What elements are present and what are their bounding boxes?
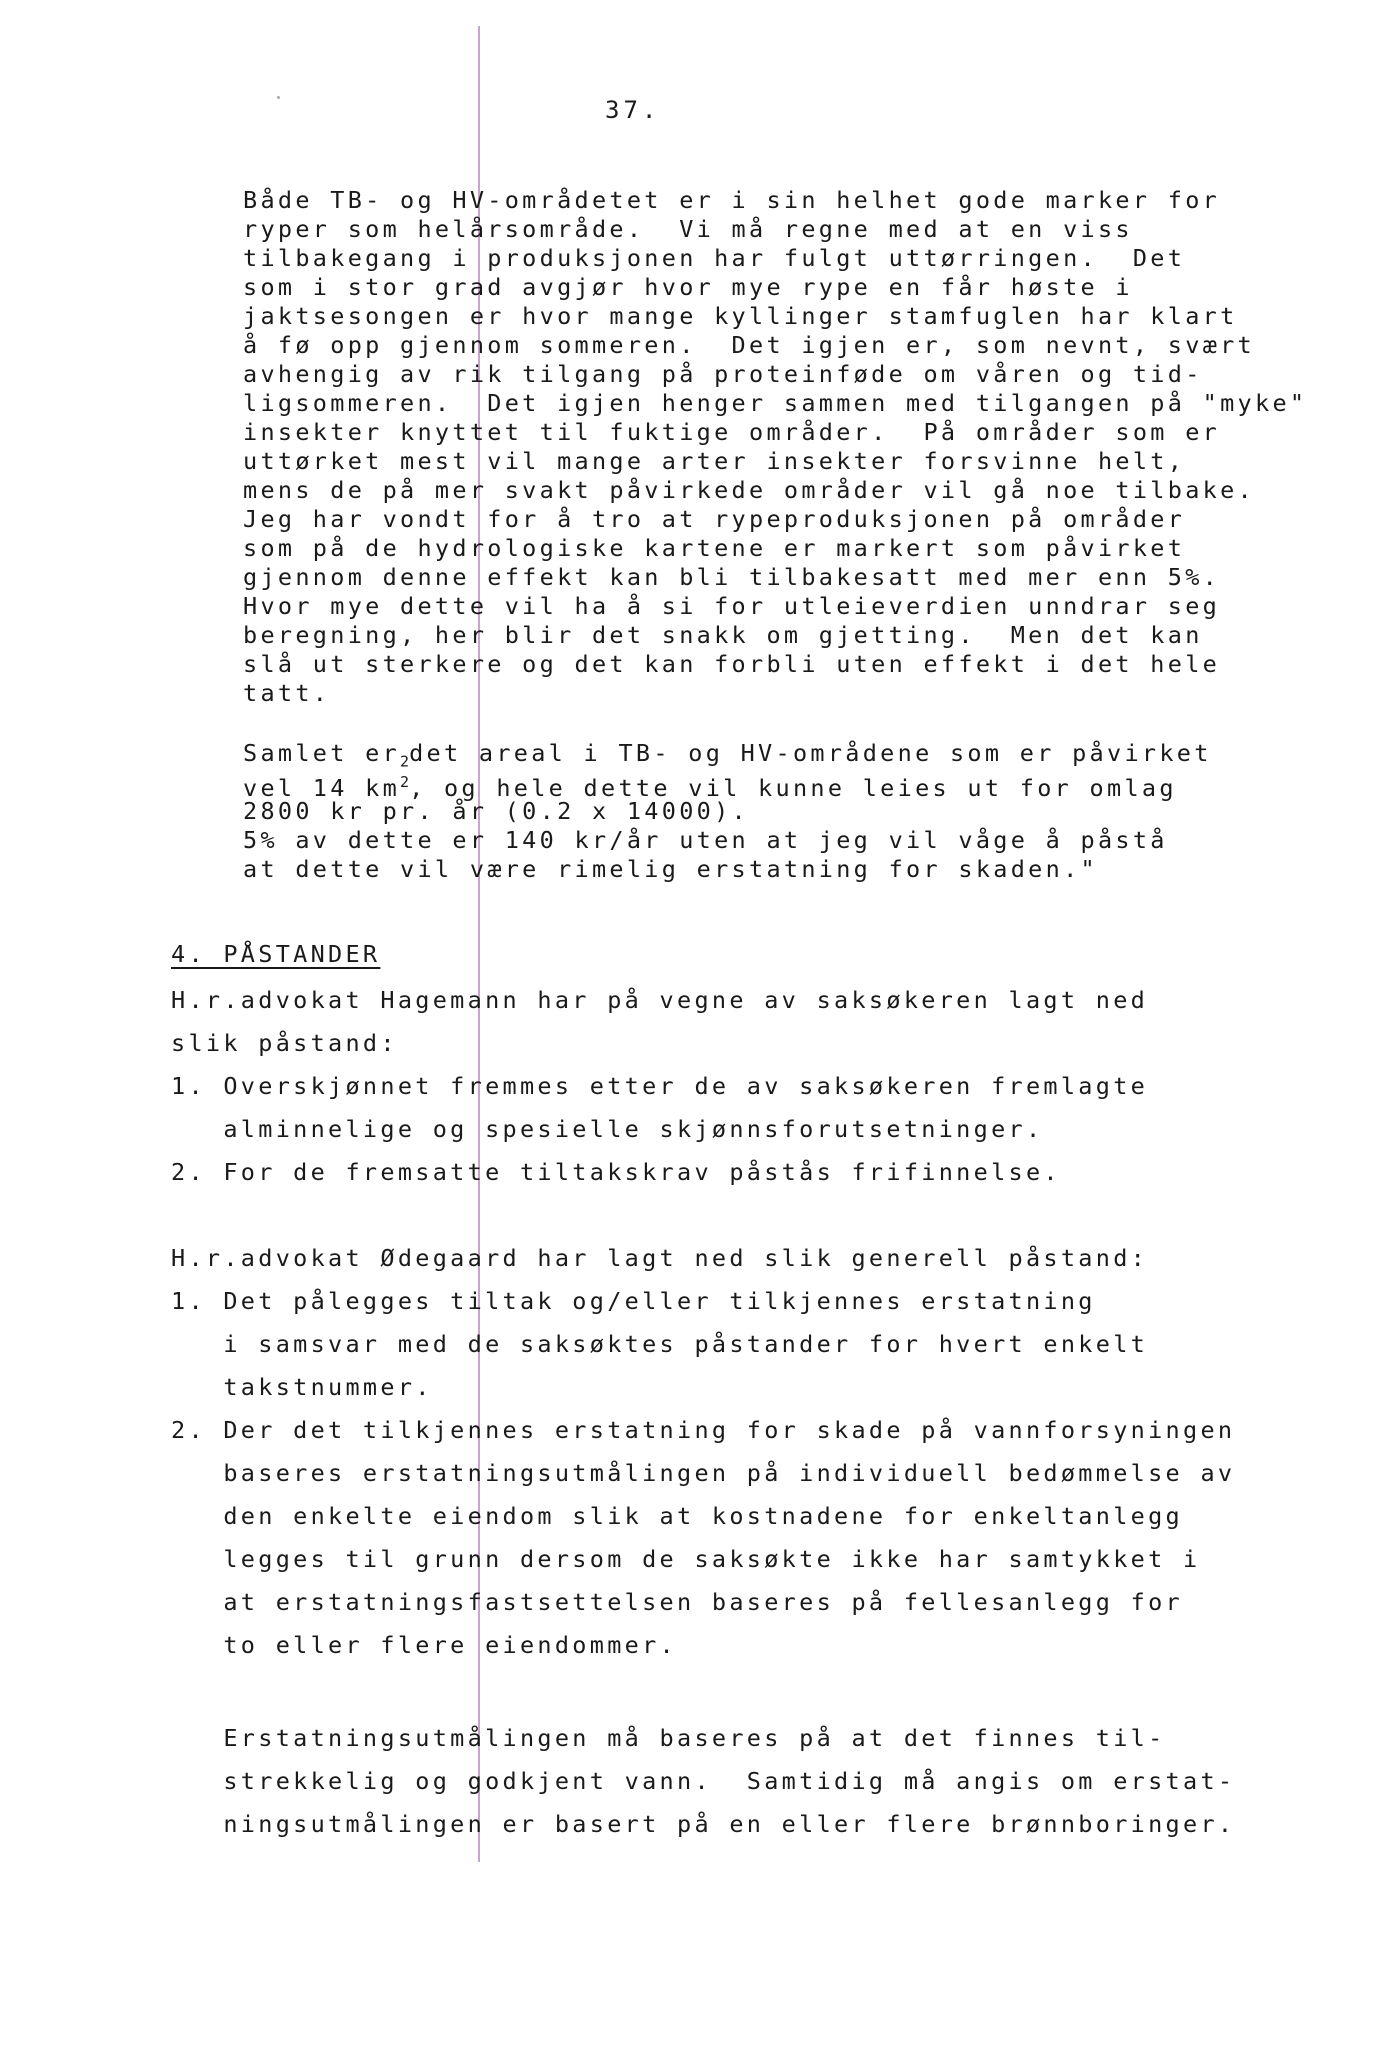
quote-line: ryper som helårsområde. Vi må regne med at en viss	[243, 215, 1133, 243]
list-item: 2. For de fremsatte tiltakskrav påstås frifinnelse.	[171, 1158, 1061, 1186]
quote-line: gjennom denne effekt kan bli tilbakesatt med mer enn 5%.	[243, 563, 1221, 591]
quote-line: 2800 kr pr. år (0.2 x 14000).	[243, 797, 749, 825]
list-item: legges til grunn dersom de saksøkte ikke har samtykket i	[171, 1545, 1201, 1573]
quote-line: Jeg har vondt for å tro at rypeproduksjonen på områder	[243, 505, 1186, 533]
body-line: ningsutmålingen er basert på en eller flere brønnboringer.	[171, 1810, 1236, 1838]
list-item: 1. Overskjønnet fremmes etter de av saksøkeren fremlagte	[171, 1072, 1149, 1100]
list-item: takstnummer.	[171, 1373, 433, 1401]
quote-line: mens de på mer svakt påvirkede områder vil gå noe tilbake.	[243, 476, 1255, 504]
list-item: baseres erstatningsutmålingen på individuell bedømmelse av	[171, 1459, 1236, 1487]
quote-line: Hvor mye dette vil ha å si for utleieverdien unndrar seg	[243, 592, 1221, 620]
quote-line: tilbakegang i produksjonen har fulgt uttørringen. Det	[243, 244, 1186, 272]
quote-line: insekter knyttet til fuktige områder. På områder som er	[243, 418, 1221, 446]
page-number: 37.	[605, 96, 661, 124]
quote-line: beregning, her blir det snakk om gjetting. Men det kan	[243, 621, 1203, 649]
quote-line: uttørket mest vil mange arter insekter forsvinne helt,	[243, 447, 1186, 475]
quote-line: ligsommeren. Det igjen henger sammen med tilgangen på "myke"	[243, 389, 1308, 417]
quote-line: å fø opp gjennom sommeren. Det igjen er, som nevnt, svært	[243, 331, 1255, 359]
quote-line: som i stor grad avgjør hvor mye rype en får høste i	[243, 273, 1133, 301]
body-line: slik påstand:	[171, 1029, 398, 1057]
list-item: alminnelige og spesielle skjønnsforutsetninger.	[171, 1115, 1044, 1143]
body-line: H.r.advokat Hagemann har på vegne av saksøkeren lagt ned	[171, 986, 1149, 1014]
list-item: i samsvar med de saksøktes påstander for hvert enkelt	[171, 1330, 1149, 1358]
list-item: to eller flere eiendommer.	[171, 1631, 677, 1659]
list-item: at erstatningsfastsettelsen baseres på fellesanlegg for	[171, 1588, 1183, 1616]
quote-line: slå ut sterkere og det kan forbli uten effekt i det hele	[243, 650, 1221, 678]
scan-speck	[277, 96, 280, 99]
list-item: den enkelte eiendom slik at kostnadene for enkeltanlegg	[171, 1502, 1183, 1530]
quote-line: som på de hydrologiske kartene er markert som påvirket	[243, 534, 1186, 562]
list-item: 2. Der det tilkjennes erstatning for skade på vannforsyningen	[171, 1416, 1236, 1444]
quote-line: Både TB- og HV-områdetet er i sin helhet gode marker for	[243, 186, 1221, 214]
quote-line: at dette vil være rimelig erstatning for skaden."	[243, 855, 1098, 883]
section-heading: 4. PÅSTANDER	[171, 940, 381, 968]
quote-line: tatt.	[243, 679, 331, 707]
quote-line: avhengig av rik tilgang på proteinføde om våren og tid-	[243, 360, 1203, 388]
body-line: Erstatningsutmålingen må baseres på at det finnes til-	[171, 1724, 1166, 1752]
body-line: strekkelig og godkjent vann. Samtidig må angis om erstat-	[171, 1767, 1236, 1795]
quote-line: vel 14 $km^2$, og hele dette vil kunne leies ut for omlag	[243, 773, 1177, 802]
quote-line: jaktsesongen er hvor mange kyllinger stamfuglen har klart	[243, 302, 1238, 330]
quote-line: Samlet $er_2\det$ areal i TB- og HV-områdene som er påvirket	[243, 739, 1212, 771]
body-line: H.r.advokat Ødegaard har lagt ned slik generell påstand:	[171, 1244, 1149, 1272]
quote-line: 5% av dette er 140 kr/år uten at jeg vil våge å påstå	[243, 826, 1168, 854]
list-item: 1. Det pålegges tiltak og/eller tilkjennes erstatning	[171, 1287, 1096, 1315]
